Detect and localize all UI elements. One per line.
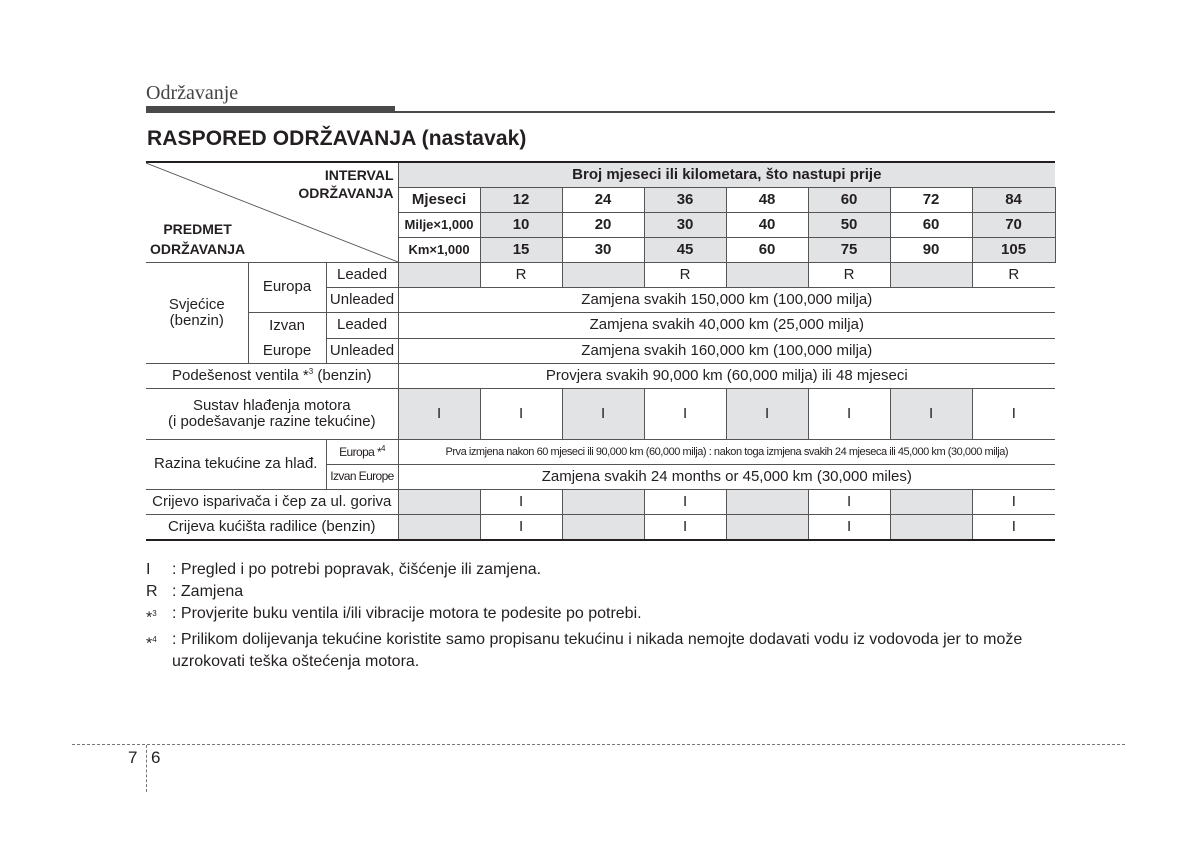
miles-label: Milje×1,000 (398, 213, 480, 238)
month-cell: 12 (480, 188, 562, 213)
header-row-span (146, 162, 1055, 188)
km-cell: 75 (808, 238, 890, 263)
miles-cell: 70 (972, 213, 1055, 238)
interval-label (298, 166, 393, 202)
miles-cell: 40 (726, 213, 808, 238)
legend-notes (146, 559, 1066, 673)
interval-span-header: Broj mjeseci ili kilometara, što nastupi prije (398, 162, 1055, 188)
note-key (146, 603, 172, 629)
schedule-cell (726, 515, 808, 541)
schedule-cell (890, 490, 972, 515)
km-cell: 45 (644, 238, 726, 263)
coolant-region-izvan: Izvan Europe (326, 465, 398, 490)
section-header: Održavanje (146, 82, 239, 104)
schedule-cell (890, 263, 972, 288)
schedule-cell: I (972, 490, 1055, 515)
schedule-cell: I (398, 389, 480, 440)
schedule-cell (562, 263, 644, 288)
km-cell: 105 (972, 238, 1055, 263)
miles-cell: 20 (562, 213, 644, 238)
cooling-item (146, 389, 398, 440)
page-title: RASPORED ODRŽAVANJA (nastavak) (147, 127, 527, 150)
note-text: : Prilikom dolijevanja tekućine koristite samo propisanu tekućinu i nikada nemojte dodavati vodu iz vodovoda jer to može uzrokovati teška oštećenja motora. (172, 631, 1023, 671)
km-cell: 90 (890, 238, 972, 263)
schedule-cell: I (972, 389, 1055, 440)
spark-plug-item-line2: (benzin) (169, 312, 224, 329)
miles-cell: 10 (480, 213, 562, 238)
schedule-cell: R (972, 263, 1055, 288)
footer-vertical-divider (146, 745, 147, 792)
note-key: R (146, 583, 158, 600)
schedule-cell: R (480, 263, 562, 288)
note-sup: 4 (152, 635, 157, 645)
spark-plug-item-line1: Svjećice (168, 295, 225, 313)
region-europa: Europa (248, 263, 326, 313)
schedule-span-cell: Zamjena svakih 160,000 km (100,000 milja) (398, 338, 1055, 364)
schedule-cell (562, 490, 644, 515)
schedule-cell: I (480, 490, 562, 515)
region-izvan-europe (248, 313, 326, 364)
km-cell: 60 (726, 238, 808, 263)
valve-item-text: Podešenost ventila * (171, 366, 309, 384)
note-key: I (146, 561, 151, 578)
month-cell: 84 (972, 188, 1055, 213)
schedule-cell (562, 515, 644, 541)
note-text: : Pregled i po potrebi popravak, čišćenje ili zamjena. (172, 561, 542, 578)
month-cell: 48 (726, 188, 808, 213)
table-row (146, 490, 1055, 515)
corner-header (146, 162, 398, 263)
schedule-cell: I (890, 389, 972, 440)
km-cell: 15 (480, 238, 562, 263)
table-row (146, 263, 1055, 288)
coolant-region-europa-text: Europa * (339, 444, 382, 459)
spark-plug-item (146, 263, 248, 364)
header-rule (395, 111, 1055, 113)
schedule-cell: I (808, 490, 890, 515)
fuel-leaded: Leaded (326, 263, 398, 288)
note-text: : Provjerite buku ventila i/ili vibracije motora te podesite po potrebi. (172, 605, 642, 622)
km-cell: 30 (562, 238, 644, 263)
km-label: Km×1,000 (398, 238, 480, 263)
schedule-span-cell: Zamjena svakih 40,000 km (25,000 milja) (398, 313, 1055, 339)
table-row (146, 313, 1055, 339)
item-label-line2: ODRŽAVANJA (150, 241, 246, 257)
schedule-cell (890, 515, 972, 541)
schedule-cell: I (726, 389, 808, 440)
fuel-leaded: Leaded (326, 313, 398, 339)
coolant-note-ref: 4 (381, 443, 385, 453)
note-sup: 3 (152, 609, 157, 618)
item-label-line1: PREDMET (163, 221, 232, 237)
maintenance-schedule-table (146, 161, 1055, 541)
schedule-cell: I (480, 515, 562, 541)
miles-cell: 60 (890, 213, 972, 238)
schedule-cell: I (808, 389, 890, 440)
note-item (146, 581, 1066, 603)
note-text: : Zamjena (172, 583, 244, 600)
note-item (146, 629, 1066, 673)
note-item (146, 559, 1066, 581)
item-label (150, 219, 245, 259)
schedule-cell: I (644, 515, 726, 541)
miles-cell: 30 (644, 213, 726, 238)
valve-item (146, 364, 398, 389)
vapor-hose-item: Crijevo isparivača i čep za ul. goriva (146, 490, 398, 515)
schedule-cell: I (480, 389, 562, 440)
region-izvan-line2: Europe (262, 342, 312, 359)
months-label: Mjeseci (398, 188, 480, 213)
schedule-cell (398, 263, 480, 288)
month-cell: 72 (890, 188, 972, 213)
coolant-item: Razina tekućine za hlađ. (146, 440, 326, 490)
note-asterisk: * (146, 609, 153, 627)
valve-item-suffix: (benzin) (313, 366, 372, 384)
interval-label-line2: ODRŽAVANJA (298, 185, 394, 201)
schedule-cell: I (562, 389, 644, 440)
schedule-cell: I (644, 490, 726, 515)
note-item (146, 603, 1066, 629)
note-asterisk: * (146, 635, 153, 653)
schedule-cell (398, 515, 480, 541)
table-row (146, 364, 1055, 389)
header-bar (146, 106, 395, 113)
schedule-cell: I (644, 389, 726, 440)
schedule-cell (398, 490, 480, 515)
chapter-number: 7 (128, 748, 138, 767)
interval-label-line1: INTERVAL (324, 167, 394, 183)
schedule-span-cell: Provjera svakih 90,000 km (60,000 milja) ili 48 mjeseci (398, 364, 1055, 389)
table-row (146, 515, 1055, 541)
note-key (146, 629, 172, 673)
schedule-cell: I (972, 515, 1055, 541)
cooling-item-line1: Sustav hlađenja motora (192, 396, 351, 414)
table-row (146, 389, 1055, 440)
schedule-cell: I (808, 515, 890, 541)
schedule-cell (726, 263, 808, 288)
schedule-cell: R (644, 263, 726, 288)
schedule-span-cell: Zamjena svakih 150,000 km (100,000 milja) (398, 288, 1055, 313)
schedule-span-cell: Prva izmjena nakon 60 mjeseci ili 90,000 km (60,000 milja) : nakon toga izmjena svakih 24 mjeseca ili 45,000 km (30,000 milja) (398, 440, 1055, 465)
region-izvan-line1: Izvan (269, 317, 305, 334)
page-number: 6 (151, 748, 161, 767)
cooling-item-line2: (i podešavanje razine tekućine) (167, 413, 376, 430)
month-cell: 36 (644, 188, 726, 213)
month-cell: 60 (808, 188, 890, 213)
table-row (146, 440, 1055, 465)
schedule-cell (726, 490, 808, 515)
schedule-cell: R (808, 263, 890, 288)
crankcase-item: Crijeva kućišta radilice (benzin) (146, 515, 398, 541)
coolant-region-europa (326, 440, 398, 465)
valve-note-ref: 3 (308, 366, 314, 376)
fuel-unleaded: Unleaded (326, 288, 398, 313)
month-cell: 24 (562, 188, 644, 213)
miles-cell: 50 (808, 213, 890, 238)
fuel-unleaded: Unleaded (326, 338, 398, 364)
schedule-span-cell: Zamjena svakih 24 months or 45,000 km (30,000 miles) (398, 465, 1055, 490)
footer-divider (72, 744, 1125, 745)
